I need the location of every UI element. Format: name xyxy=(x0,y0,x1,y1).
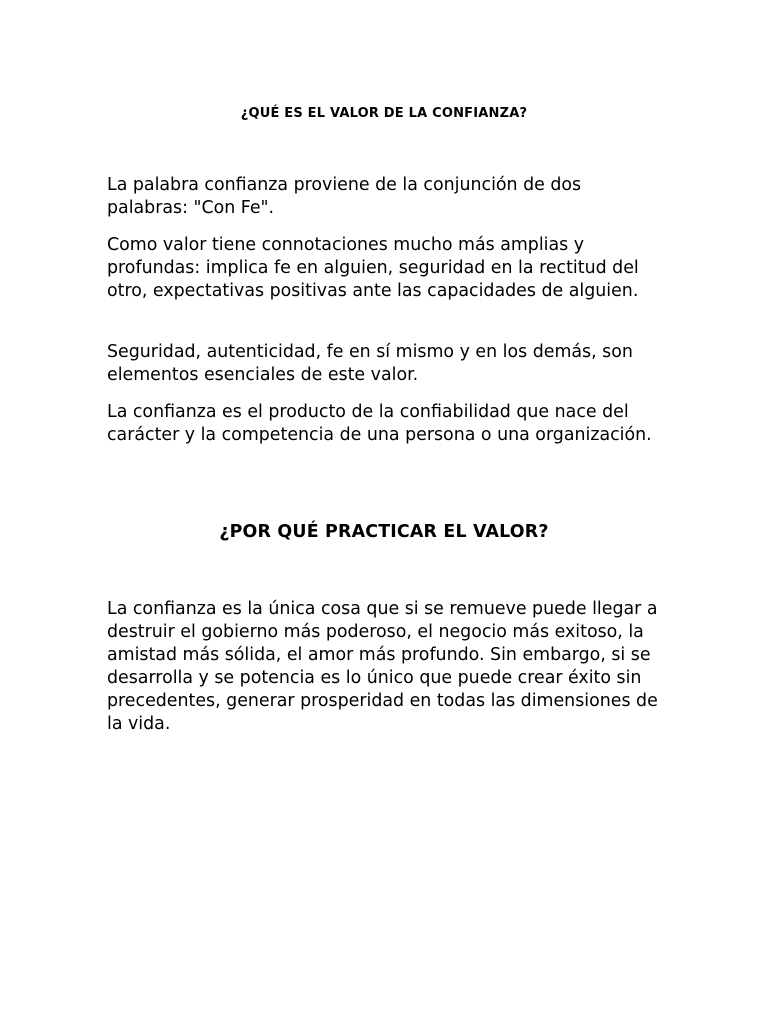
paragraph-essential-elements: Seguridad, autenticidad, fe en sí mismo y en los demás, son elementos esenciales de este valor. xyxy=(107,342,633,385)
paragraph-why-practice: La confianza es la única cosa que si se remueve puede llegar a destruir el gobierno más poderoso, el negocio más exitoso, la amistad más sólida, el amor más profundo. Sin embargo, si se desarrolla y se potencia es lo único que puede crear éxito sin precedentes, generar prosperidad en todas las dimensiones de la vida. xyxy=(107,599,658,734)
paragraph-etymology: La palabra confianza proviene de la conjunción de dos palabras: "Con Fe". xyxy=(107,175,582,218)
heading-why-practice: ¿POR QUÉ PRACTICAR EL VALOR? xyxy=(219,522,549,542)
heading-what-is-trust: ¿QUÉ ES EL VALOR DE LA CONFIANZA? xyxy=(240,106,528,121)
paragraph-connotations: Como valor tiene connotaciones mucho más amplias y profundas: implica fe en alguien, seguridad en la rectitud del otro, expectativas positivas ante las capacidades de alguien. xyxy=(107,235,639,301)
paragraph-reliability: La confianza es el producto de la confiabilidad que nace del carácter y la competencia de una persona o una organización. xyxy=(107,402,652,445)
